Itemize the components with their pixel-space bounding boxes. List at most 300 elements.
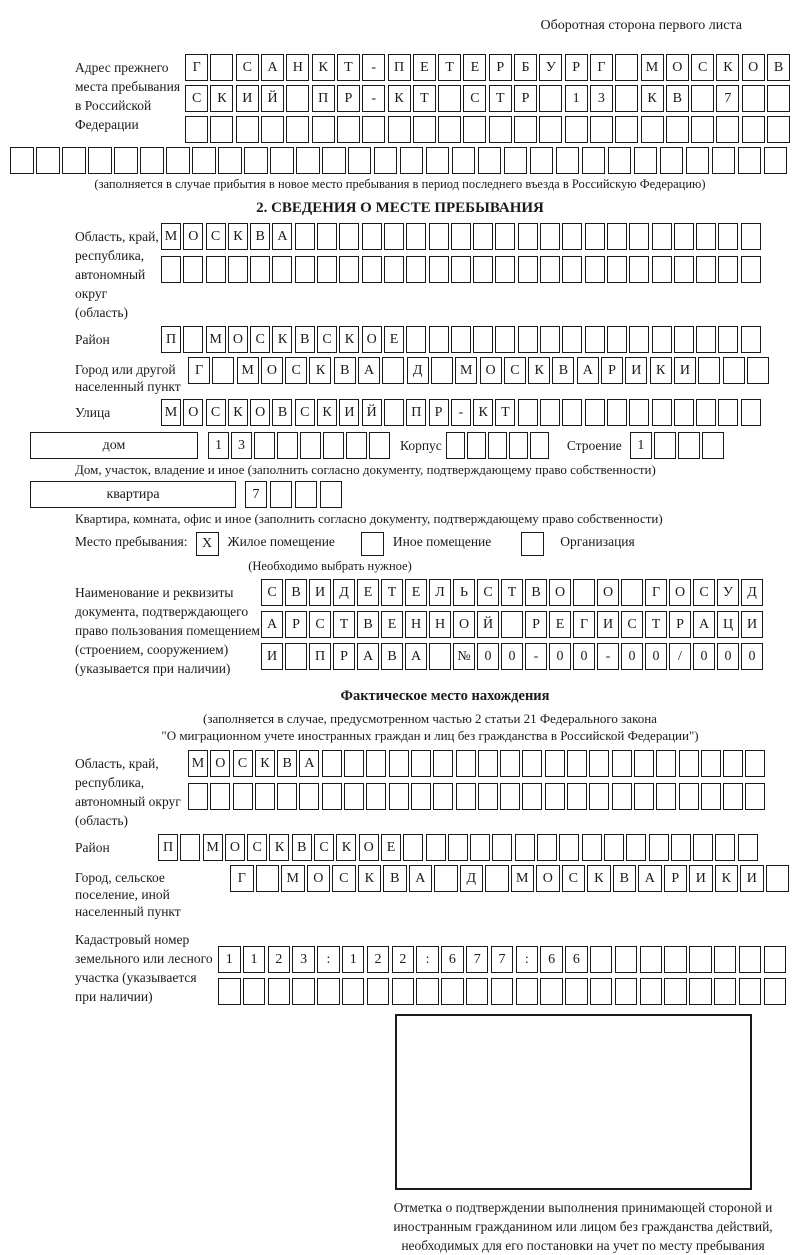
char-cell[interactable] [344,783,364,810]
char-cell[interactable]: И [740,865,764,892]
char-cell[interactable]: Р [285,611,307,638]
char-cell[interactable]: С [621,611,643,638]
char-cell[interactable] [718,399,738,426]
char-cell[interactable] [488,432,507,459]
char-cell[interactable] [446,432,465,459]
char-cell[interactable] [530,432,549,459]
char-cell[interactable] [277,783,297,810]
char-cell[interactable] [696,256,716,283]
char-cell[interactable]: Д [741,579,763,606]
char-cell[interactable]: С [693,579,715,606]
char-cell[interactable] [634,750,654,777]
char-cell[interactable] [590,978,613,1005]
char-cell[interactable]: А [299,750,319,777]
char-cell[interactable] [366,750,386,777]
char-cell[interactable]: С [332,865,356,892]
char-cell[interactable]: 3 [231,432,252,459]
char-cell[interactable]: О [261,357,283,384]
char-cell[interactable] [540,399,560,426]
char-cell[interactable]: Д [407,357,429,384]
char-cell[interactable] [612,783,632,810]
char-cell[interactable] [392,978,415,1005]
char-cell[interactable] [250,256,270,283]
char-cell[interactable] [438,116,461,143]
char-cell[interactable]: Т [495,399,515,426]
char-cell[interactable] [537,834,557,861]
char-cell[interactable] [767,85,790,112]
char-cell[interactable] [518,399,538,426]
char-cell[interactable] [300,432,321,459]
char-cell[interactable] [384,399,404,426]
char-cell[interactable]: 3 [292,946,315,973]
char-cell[interactable]: Е [413,54,436,81]
char-cell[interactable] [664,978,687,1005]
char-cell[interactable]: Е [405,579,427,606]
char-cell[interactable] [723,357,745,384]
char-cell[interactable] [696,326,716,353]
char-cell[interactable]: О [307,865,331,892]
char-cell[interactable]: 6 [565,946,588,973]
char-cell[interactable] [604,834,624,861]
char-cell[interactable]: И [236,85,259,112]
char-cell[interactable] [701,783,721,810]
char-cell[interactable]: Д [333,579,355,606]
char-cell[interactable] [161,256,181,283]
char-cell[interactable] [255,783,275,810]
char-cell[interactable] [448,834,468,861]
char-cell[interactable]: А [261,54,284,81]
char-cell[interactable] [615,946,638,973]
char-cell[interactable]: С [477,579,499,606]
char-cell[interactable] [621,579,643,606]
char-cell[interactable] [540,326,560,353]
char-cell[interactable]: А [693,611,715,638]
char-cell[interactable]: В [357,611,379,638]
char-cell[interactable]: О [359,834,379,861]
char-cell[interactable]: О [453,611,475,638]
char-cell[interactable]: Т [333,611,355,638]
char-cell[interactable]: О [536,865,560,892]
char-cell[interactable]: Р [333,643,355,670]
stay-type-checkbox-residential[interactable]: X [196,532,219,556]
char-cell[interactable]: К [587,865,611,892]
char-cell[interactable] [516,978,539,1005]
char-cell[interactable]: С [206,223,226,250]
char-cell[interactable] [500,783,520,810]
char-cell[interactable] [88,147,112,174]
char-cell[interactable]: К [269,834,289,861]
char-cell[interactable]: Е [384,326,404,353]
char-cell[interactable]: О [228,326,248,353]
char-cell[interactable]: А [405,643,427,670]
char-cell[interactable] [362,116,385,143]
char-cell[interactable] [478,750,498,777]
char-cell[interactable] [664,946,687,973]
char-cell[interactable] [183,326,203,353]
char-cell[interactable] [741,223,761,250]
char-cell[interactable]: К [715,865,739,892]
char-cell[interactable] [337,116,360,143]
char-cell[interactable]: П [158,834,178,861]
char-cell[interactable]: Н [405,611,427,638]
char-cell[interactable] [114,147,138,174]
char-cell[interactable] [634,783,654,810]
char-cell[interactable] [452,147,476,174]
char-cell[interactable]: Р [525,611,547,638]
char-cell[interactable] [715,834,735,861]
char-cell[interactable] [362,223,382,250]
char-cell[interactable]: И [339,399,359,426]
char-cell[interactable] [323,432,344,459]
char-cell[interactable] [716,116,739,143]
char-cell[interactable] [210,116,233,143]
char-cell[interactable] [320,481,342,508]
char-cell[interactable] [426,147,450,174]
char-cell[interactable] [463,116,486,143]
char-cell[interactable] [473,326,493,353]
char-cell[interactable] [416,978,439,1005]
char-cell[interactable] [562,326,582,353]
char-cell[interactable]: Т [501,579,523,606]
char-cell[interactable] [652,223,672,250]
char-cell[interactable]: М [188,750,208,777]
char-cell[interactable] [406,326,426,353]
char-cell[interactable] [362,256,382,283]
char-cell[interactable] [615,54,638,81]
char-cell[interactable] [567,783,587,810]
char-cell[interactable]: И [597,611,619,638]
char-cell[interactable] [374,147,398,174]
char-cell[interactable]: О [669,579,691,606]
char-cell[interactable]: В [292,834,312,861]
char-cell[interactable]: С [261,579,283,606]
apartment-type-box[interactable]: квартира [30,481,236,508]
char-cell[interactable] [590,116,613,143]
char-cell[interactable] [185,116,208,143]
char-cell[interactable] [295,481,317,508]
char-cell[interactable] [339,256,359,283]
char-cell[interactable] [565,116,588,143]
char-cell[interactable] [10,147,34,174]
char-cell[interactable] [218,978,241,1005]
char-cell[interactable] [317,256,337,283]
char-cell[interactable] [559,834,579,861]
char-cell[interactable]: К [528,357,550,384]
char-cell[interactable]: С [233,750,253,777]
char-cell[interactable]: Й [362,399,382,426]
char-cell[interactable] [691,116,714,143]
char-cell[interactable]: Г [645,579,667,606]
char-cell[interactable]: Т [489,85,512,112]
char-cell[interactable] [348,147,372,174]
char-cell[interactable]: 7 [466,946,489,973]
char-cell[interactable]: Г [230,865,254,892]
char-cell[interactable] [277,432,298,459]
char-cell[interactable]: С [285,357,307,384]
char-cell[interactable]: - [362,85,385,112]
char-cell[interactable] [764,946,787,973]
char-cell[interactable]: В [525,579,547,606]
char-cell[interactable]: К [272,326,292,353]
char-cell[interactable]: К [228,223,248,250]
char-cell[interactable] [317,223,337,250]
char-cell[interactable]: Р [565,54,588,81]
char-cell[interactable]: О [362,326,382,353]
char-cell[interactable] [585,399,605,426]
char-cell[interactable]: С [247,834,267,861]
char-cell[interactable]: К [255,750,275,777]
char-cell[interactable] [738,147,762,174]
char-cell[interactable]: Е [381,611,403,638]
char-cell[interactable]: Б [514,54,537,81]
char-cell[interactable] [228,256,248,283]
char-cell[interactable] [495,256,515,283]
char-cell[interactable]: 0 [621,643,643,670]
char-cell[interactable]: 2 [367,946,390,973]
char-cell[interactable]: В [295,326,315,353]
char-cell[interactable] [607,256,627,283]
char-cell[interactable]: П [312,85,335,112]
char-cell[interactable]: Р [669,611,691,638]
char-cell[interactable]: 0 [741,643,763,670]
char-cell[interactable] [456,783,476,810]
char-cell[interactable] [626,834,646,861]
char-cell[interactable]: О [183,399,203,426]
char-cell[interactable] [406,223,426,250]
char-cell[interactable] [243,978,266,1005]
char-cell[interactable]: М [455,357,477,384]
char-cell[interactable]: 0 [573,643,595,670]
char-cell[interactable] [285,643,307,670]
char-cell[interactable] [689,946,712,973]
char-cell[interactable] [495,223,515,250]
char-cell[interactable] [429,643,451,670]
char-cell[interactable] [346,432,367,459]
char-cell[interactable]: : [416,946,439,973]
char-cell[interactable] [696,399,716,426]
char-cell[interactable] [166,147,190,174]
char-cell[interactable]: Й [261,85,284,112]
char-cell[interactable]: А [358,357,380,384]
char-cell[interactable] [295,256,315,283]
char-cell[interactable] [466,978,489,1005]
char-cell[interactable] [489,116,512,143]
char-cell[interactable]: Ц [717,611,739,638]
char-cell[interactable]: Е [357,579,379,606]
char-cell[interactable]: 7 [245,481,267,508]
char-cell[interactable] [641,116,664,143]
char-cell[interactable] [539,116,562,143]
char-cell[interactable] [492,834,512,861]
char-cell[interactable] [540,223,560,250]
char-cell[interactable] [384,256,404,283]
char-cell[interactable]: Т [337,54,360,81]
char-cell[interactable] [501,611,523,638]
char-cell[interactable] [491,978,514,1005]
char-cell[interactable] [654,432,676,459]
char-cell[interactable]: С [314,834,334,861]
char-cell[interactable] [589,750,609,777]
char-cell[interactable]: 1 [565,85,588,112]
char-cell[interactable]: С [250,326,270,353]
char-cell[interactable] [312,116,335,143]
char-cell[interactable] [473,223,493,250]
char-cell[interactable]: С [295,399,315,426]
char-cell[interactable]: Й [477,611,499,638]
char-cell[interactable] [545,750,565,777]
char-cell[interactable] [500,750,520,777]
char-cell[interactable]: 0 [693,643,715,670]
char-cell[interactable]: К [336,834,356,861]
char-cell[interactable]: П [406,399,426,426]
char-cell[interactable] [382,357,404,384]
char-cell[interactable] [678,432,700,459]
char-cell[interactable] [441,978,464,1005]
char-cell[interactable]: В [383,865,407,892]
char-cell[interactable] [745,783,765,810]
char-cell[interactable]: К [650,357,672,384]
char-cell[interactable]: / [669,643,691,670]
char-cell[interactable] [702,432,724,459]
char-cell[interactable] [270,481,292,508]
char-cell[interactable] [518,326,538,353]
char-cell[interactable] [679,783,699,810]
char-cell[interactable] [388,116,411,143]
char-cell[interactable] [615,116,638,143]
char-cell[interactable] [656,783,676,810]
char-cell[interactable] [747,357,769,384]
char-cell[interactable] [509,432,528,459]
char-cell[interactable]: С [317,326,337,353]
char-cell[interactable]: Г [188,357,210,384]
char-cell[interactable]: 3 [590,85,613,112]
char-cell[interactable] [652,326,672,353]
char-cell[interactable] [188,783,208,810]
char-cell[interactable] [742,85,765,112]
char-cell[interactable]: 1 [342,946,365,973]
char-cell[interactable]: К [312,54,335,81]
char-cell[interactable] [739,978,762,1005]
char-cell[interactable] [36,147,60,174]
char-cell[interactable] [742,116,765,143]
char-cell[interactable] [567,750,587,777]
char-cell[interactable] [562,399,582,426]
char-cell[interactable]: 1 [208,432,229,459]
char-cell[interactable]: М [203,834,223,861]
char-cell[interactable] [400,147,424,174]
char-cell[interactable]: Л [429,579,451,606]
char-cell[interactable]: А [261,611,283,638]
char-cell[interactable]: С [309,611,331,638]
char-cell[interactable]: В [250,223,270,250]
char-cell[interactable] [218,147,242,174]
char-cell[interactable]: С [463,85,486,112]
char-cell[interactable]: П [161,326,181,353]
char-cell[interactable]: О [597,579,619,606]
char-cell[interactable] [451,256,471,283]
char-cell[interactable]: В [334,357,356,384]
char-cell[interactable]: М [641,54,664,81]
char-cell[interactable] [210,54,233,81]
char-cell[interactable] [562,256,582,283]
char-cell[interactable]: : [516,946,539,973]
char-cell[interactable]: И [309,579,331,606]
char-cell[interactable] [741,399,761,426]
char-cell[interactable]: К [317,399,337,426]
char-cell[interactable] [607,223,627,250]
char-cell[interactable] [429,326,449,353]
char-cell[interactable] [296,147,320,174]
char-cell[interactable] [556,147,580,174]
char-cell[interactable]: О [480,357,502,384]
char-cell[interactable] [745,750,765,777]
char-cell[interactable]: К [339,326,359,353]
char-cell[interactable]: О [742,54,765,81]
char-cell[interactable]: 1 [630,432,652,459]
char-cell[interactable]: Д [460,865,484,892]
char-cell[interactable]: А [272,223,292,250]
char-cell[interactable]: И [625,357,647,384]
char-cell[interactable] [608,147,632,174]
char-cell[interactable] [741,326,761,353]
char-cell[interactable] [389,750,409,777]
char-cell[interactable]: К [228,399,248,426]
char-cell[interactable] [434,865,458,892]
char-cell[interactable] [562,223,582,250]
char-cell[interactable] [585,326,605,353]
char-cell[interactable] [714,946,737,973]
char-cell[interactable] [718,223,738,250]
char-cell[interactable] [629,256,649,283]
char-cell[interactable]: 0 [717,643,739,670]
char-cell[interactable]: К [388,85,411,112]
char-cell[interactable]: В [767,54,790,81]
char-cell[interactable]: 6 [540,946,563,973]
char-cell[interactable] [634,147,658,174]
char-cell[interactable]: Т [381,579,403,606]
char-cell[interactable] [674,399,694,426]
char-cell[interactable]: Р [337,85,360,112]
char-cell[interactable]: 2 [392,946,415,973]
char-cell[interactable]: О [210,750,230,777]
char-cell[interactable] [691,85,714,112]
char-cell[interactable] [582,147,606,174]
char-cell[interactable]: Т [413,85,436,112]
char-cell[interactable] [693,834,713,861]
char-cell[interactable]: Ь [453,579,475,606]
char-cell[interactable] [540,978,563,1005]
char-cell[interactable]: В [272,399,292,426]
char-cell[interactable]: Г [185,54,208,81]
char-cell[interactable]: Р [601,357,623,384]
char-cell[interactable] [244,147,268,174]
char-cell[interactable]: А [357,643,379,670]
char-cell[interactable] [344,750,364,777]
char-cell[interactable]: К [358,865,382,892]
char-cell[interactable]: - [597,643,619,670]
char-cell[interactable]: 7 [491,946,514,973]
char-cell[interactable] [686,147,710,174]
char-cell[interactable]: М [206,326,226,353]
char-cell[interactable] [666,116,689,143]
char-cell[interactable] [295,223,315,250]
char-cell[interactable] [514,116,537,143]
char-cell[interactable] [766,865,790,892]
char-cell[interactable] [210,783,230,810]
char-cell[interactable] [518,223,538,250]
char-cell[interactable] [206,256,226,283]
char-cell[interactable]: И [741,611,763,638]
